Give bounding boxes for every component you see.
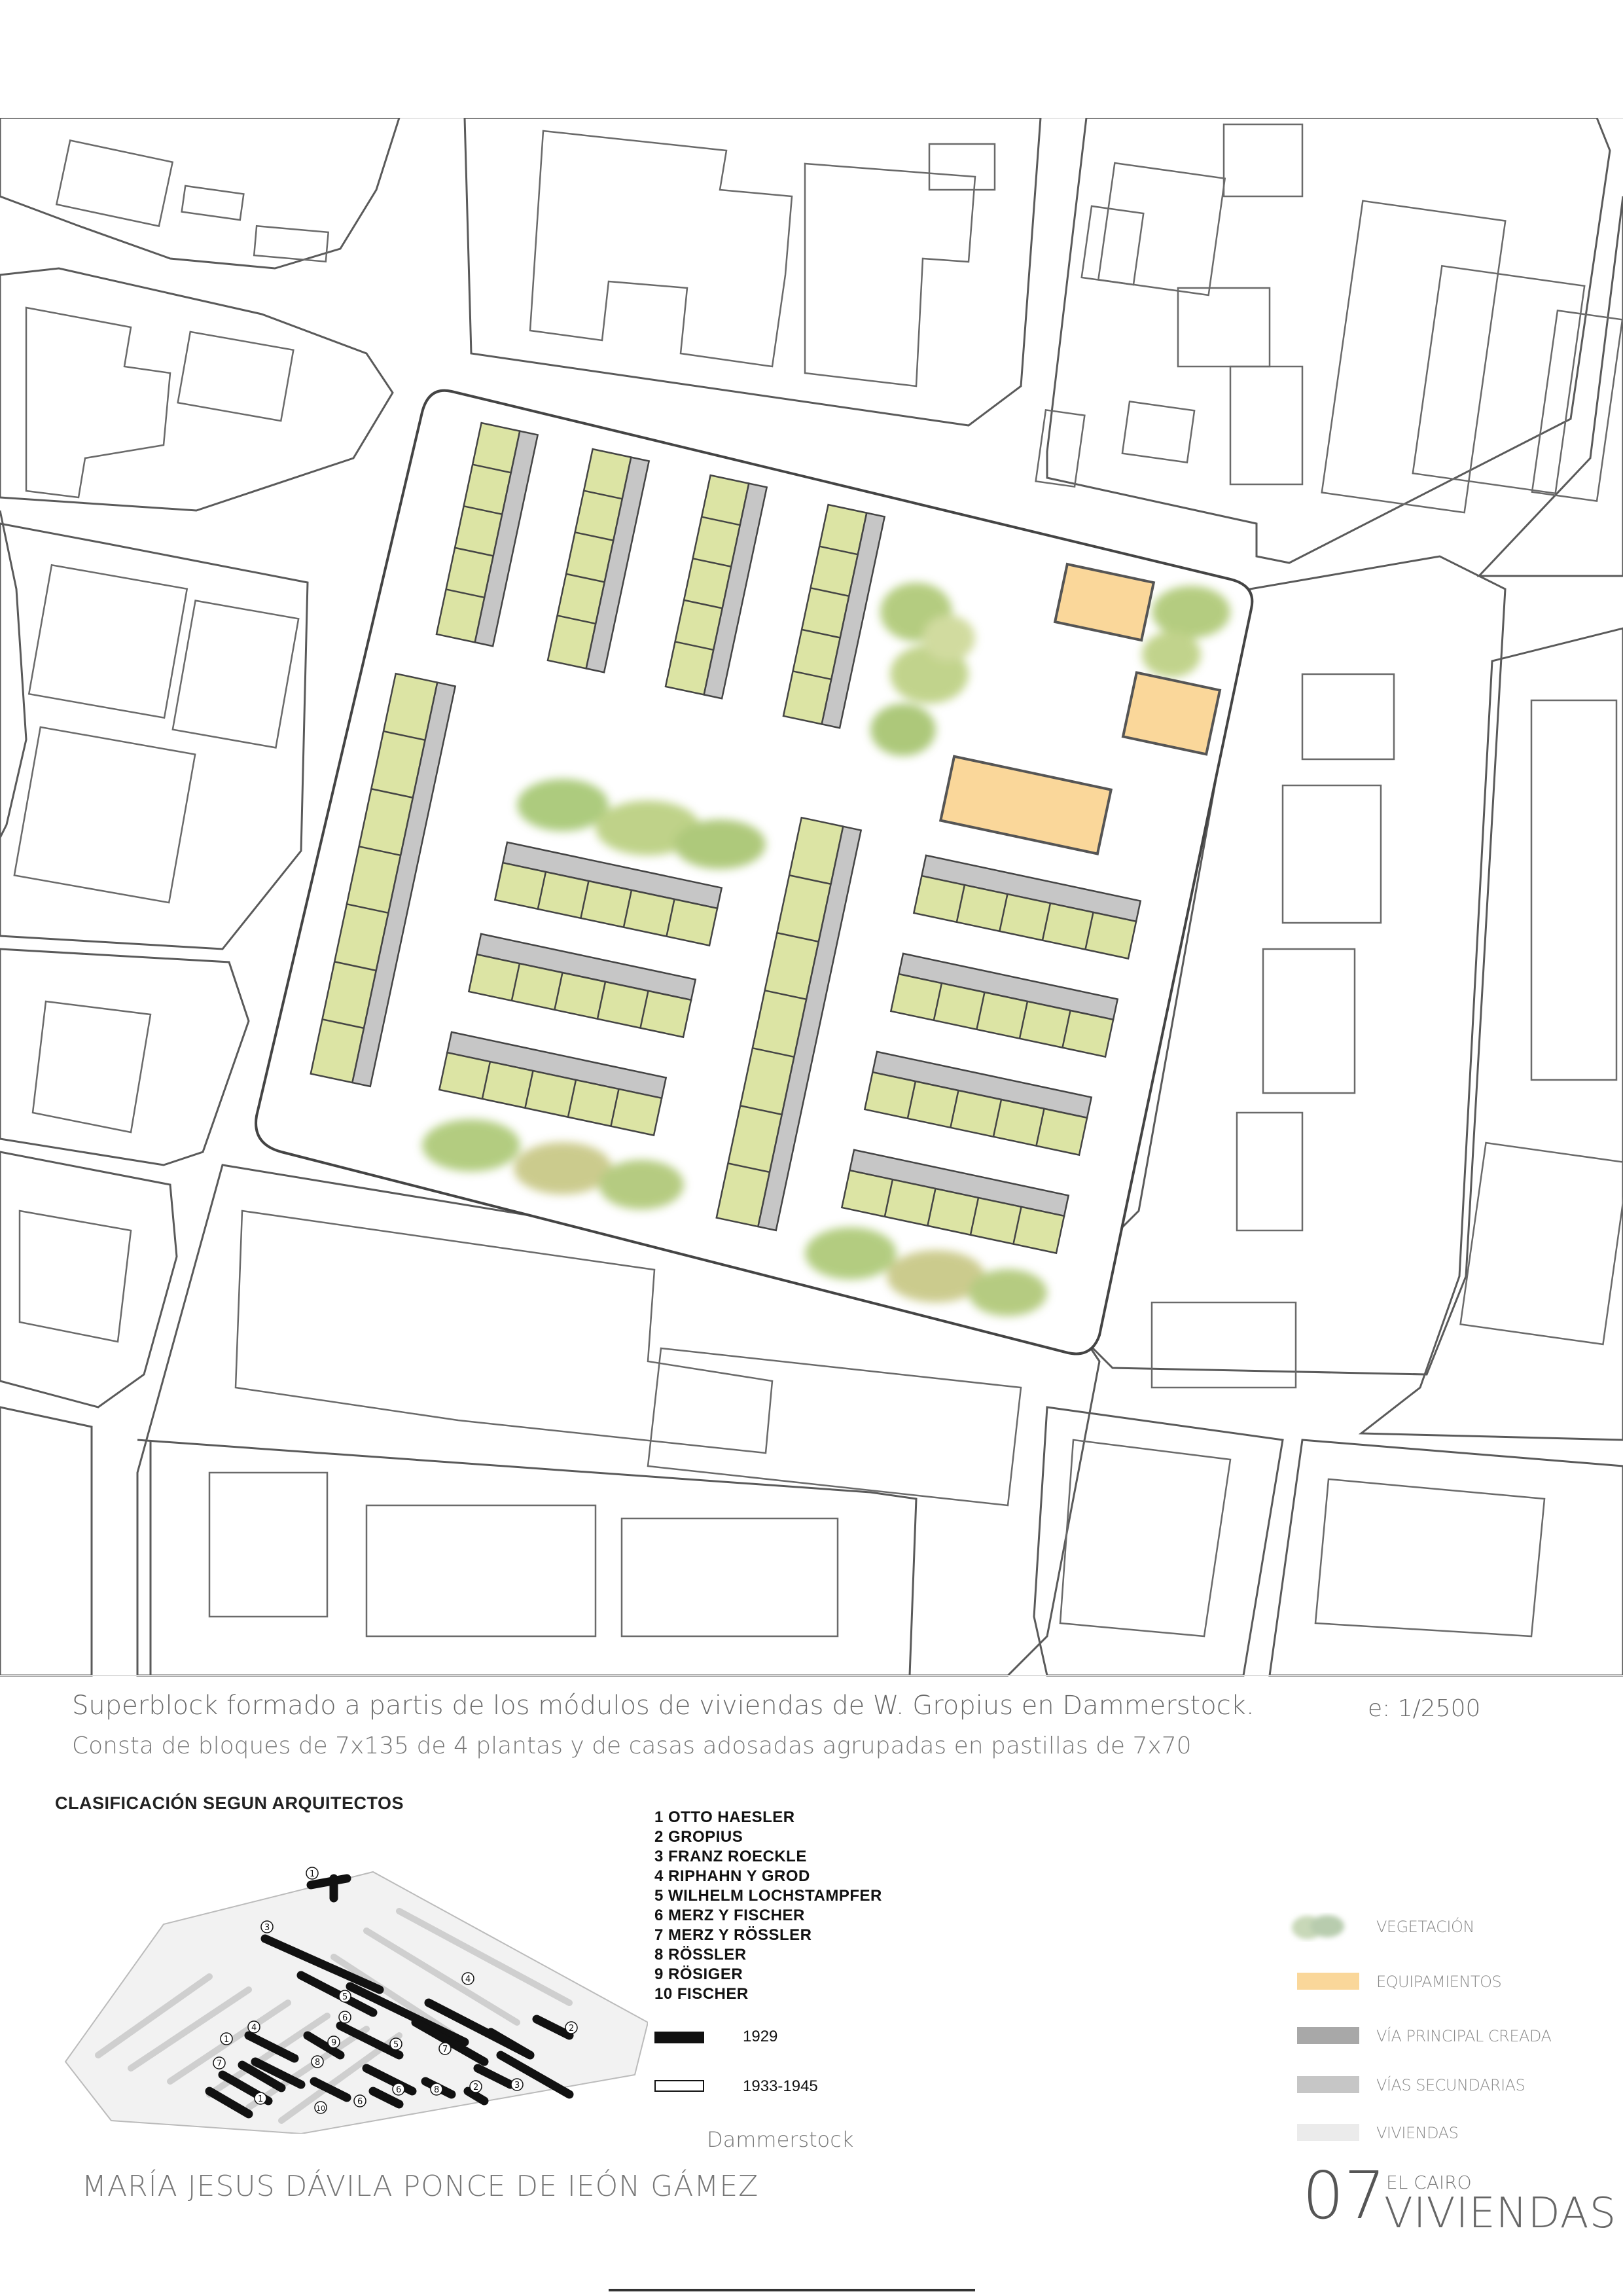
architect-item: 3 FRANZ ROECKLE bbox=[654, 1848, 807, 1865]
classification-title: CLASIFICACIÓN SEGUN ARQUITECTOS bbox=[55, 1793, 404, 1813]
architect-item: 8 RÖSSLER bbox=[654, 1946, 747, 1964]
architect-item: 6 MERZ Y FISCHER bbox=[654, 1907, 805, 1924]
site-plan-map bbox=[0, 118, 1623, 1682]
architect-list bbox=[654, 1808, 882, 2004]
svg-text:3: 3 bbox=[514, 2081, 520, 2090]
legend-facilities-label: EQUIPAMIENTOS bbox=[1376, 1973, 1502, 1991]
legend-vegetation-label: VEGETACIÓN bbox=[1376, 1918, 1474, 1936]
svg-text:3: 3 bbox=[264, 1923, 270, 1933]
architect-item: 4 RIPHAHN Y GROD bbox=[654, 1867, 810, 1885]
architect-item: 2 GROPIUS bbox=[654, 1828, 743, 1846]
vegetation-swatch bbox=[1288, 1908, 1350, 1947]
svg-text:1: 1 bbox=[310, 1869, 315, 1879]
architect-item: 10 FISCHER bbox=[654, 1985, 749, 2003]
author-name: MARÍA JESUS DÁVILA PONCE DE IEÓN GÁMEZ bbox=[82, 2170, 759, 2203]
housing-swatch bbox=[1297, 2124, 1359, 2141]
svg-text:6: 6 bbox=[342, 2013, 348, 2023]
plan-caption-title: Superblock formado a partis de los módulos de viviendas de W. Gropius en Dammerstock. bbox=[72, 1691, 1255, 1721]
legend-secondary-roads-label: VÍAS SECUNDARIAS bbox=[1376, 2076, 1525, 2094]
svg-text:5: 5 bbox=[393, 2040, 399, 2050]
architect-item: 7 MERZ Y RÖSSLER bbox=[654, 1926, 812, 1944]
main-road-swatch bbox=[1297, 2027, 1359, 2044]
svg-text:1: 1 bbox=[258, 2094, 264, 2104]
year-1933-swatch bbox=[654, 2080, 704, 2092]
svg-text:4: 4 bbox=[251, 2023, 257, 2033]
sheet-title: VIVIENDAS bbox=[1384, 2189, 1617, 2238]
svg-text:2: 2 bbox=[473, 2083, 479, 2092]
sheet-number: 07 bbox=[1302, 2157, 1386, 2234]
year-1929-label: 1929 bbox=[743, 2028, 778, 2045]
place-label: EL CAIRO bbox=[1386, 2172, 1472, 2193]
year-1929-swatch bbox=[654, 2032, 704, 2043]
svg-text:5: 5 bbox=[342, 1992, 348, 2002]
secondary-roads-swatch bbox=[1297, 2076, 1359, 2093]
diagram-caption: Dammerstock bbox=[707, 2127, 854, 2152]
bottom-rule bbox=[609, 2289, 975, 2291]
svg-text:8: 8 bbox=[434, 2085, 440, 2095]
architect-item: 5 WILHELM LOCHSTAMPFER bbox=[654, 1887, 882, 1905]
facilities-swatch bbox=[1297, 1973, 1359, 1990]
svg-text:10: 10 bbox=[316, 2104, 325, 2113]
architect-item: 1 OTTO HAESLER bbox=[654, 1808, 795, 1826]
legend-housing-label: VIVIENDAS bbox=[1376, 2124, 1459, 2142]
svg-text:8: 8 bbox=[315, 2058, 321, 2068]
svg-text:4: 4 bbox=[465, 1975, 471, 1984]
plan-caption-subtitle: Consta de bloques de 7x135 de 4 plantas y de casas adosadas agrupadas en pastillas de 7x70 bbox=[72, 1732, 1192, 1759]
architect-item: 9 RÖSIGER bbox=[654, 1965, 743, 1983]
dammerstock-axonometric-diagram bbox=[59, 1859, 648, 2134]
svg-text:1: 1 bbox=[224, 2035, 230, 2045]
scale-label: e: 1/2500 bbox=[1368, 1695, 1481, 1722]
legend-main-road-label: VÍA PRINCIPAL CREADA bbox=[1376, 2027, 1552, 2045]
year-1933-1945-label: 1933-1945 bbox=[743, 2077, 818, 2095]
svg-text:6: 6 bbox=[357, 2097, 363, 2107]
svg-text:6: 6 bbox=[396, 2085, 402, 2095]
svg-text:2: 2 bbox=[569, 2024, 575, 2034]
svg-text:9: 9 bbox=[331, 2038, 337, 2048]
svg-text:7: 7 bbox=[442, 2045, 448, 2054]
svg-text:7: 7 bbox=[217, 2059, 223, 2069]
